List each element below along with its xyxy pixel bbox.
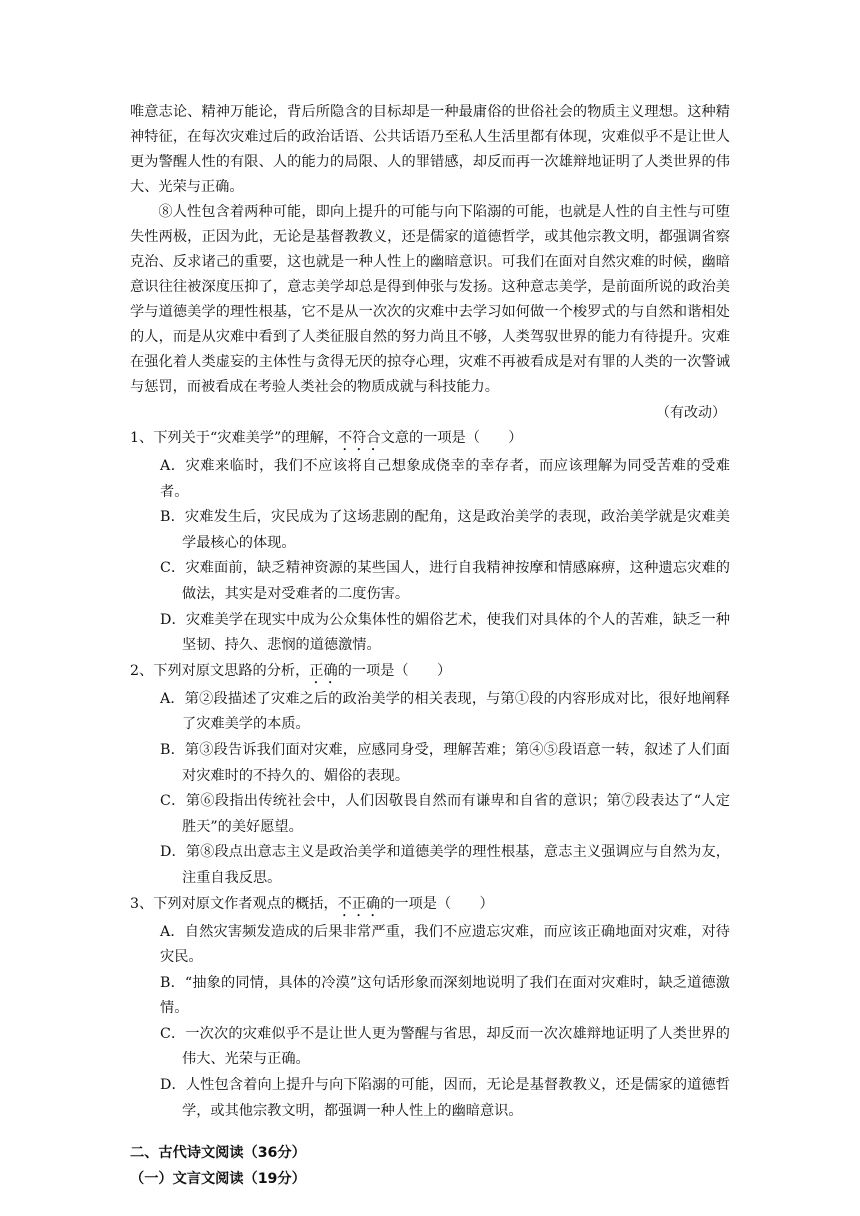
question-2-stem: 2、下列对原文思路的分析，正确的一项是（ ）	[130, 662, 452, 679]
question-3-option-b: B．“抽象的同情，具体的冷漠”这句话形象而深刻地说明了我们在面对灾难时，缺乏道德激情。	[160, 974, 730, 1017]
question-1-option-a: A．灾难来临时，我们不应该将自己想象成侥幸的幸存者，而应该理解为同受苦难的受难者。	[160, 458, 730, 500]
emphasis-dots: 正确	[309, 662, 338, 679]
subsection-heading: （一）文言文阅读（19分）	[130, 1171, 306, 1188]
question-3	[130, 892, 730, 1125]
question-1-stem: 1、下列关于“灾难美学”的理解，不符合文意的一项是（ ）	[130, 430, 523, 446]
emphasis-dots: 不正确	[337, 895, 381, 912]
question-2-option-c: C．第⑥段指出传统社会中，人们因敬畏自然而有谦卑和自省的意识；第⑦段表达了“人定胜天”的美好愿望。	[160, 793, 730, 835]
question-2-option-d: D．第⑧段点出意志主义是政治美学和道德美学的理性根基，意志主义强调应与自然为友，注重自我反思。	[160, 844, 730, 886]
question-2	[130, 659, 730, 892]
section-heading: 二、古代诗文阅读（36分）	[130, 1145, 306, 1162]
question-1-option-b: B．灾难发生后，灾民成为了这场悲剧的配角，这是政治美学的表现，政治美学就是灾难美学最核心的体现。	[160, 509, 730, 551]
passage-paragraph-8: ⑧人性包含着两种可能，即向上提升的可能与向下陷溺的可能，也就是人性的自主性与可堕失性两极，正因为此，无论是基督教教义，还是儒家的道德哲学，或其他宗教文明，都强调省察克治、反求诸己的重要，这也就是一种人性上的幽暗意识。可我们在面对自然灾难的时候，幽暗意识往往被深度压抑了，意志美学却总是得到伸张与发扬。这种意志美学，是前面所说的政治美学与道德美学的理性根基，它不是从一次次的灾难中去学习如何做一个梭罗式的与自然和谐相处的人，而是从灾难中看到了人类征服自然的努力尚且不够，人类驾驭世界的能力有待提升。灾难在强化着人类虚妄的主体性与贪得无厌的掠夺心理，灾难不再被看成是对有罪的人类的一次警诫与惩罚，而被看成在考验人类社会的物质成就与科技能力。	[130, 204, 730, 395]
question-3-option-a: A．自然灾害频发造成的后果非常严重，我们不应遗忘灾难，而应该正确地面对灾难，对待灾民。	[160, 923, 730, 966]
question-3-option-c: C．一次次的灾难似乎不是让世人更为警醒与省思，却反而一次次雄辩地证明了人类世界的伟大、光荣与正确。	[160, 1025, 730, 1068]
passage-paragraph-intro: 唯意志论、精神万能论，背后所隐含的目标却是一种最庸俗的世俗社会的物质主义理想。这种精神特征，在每次灾难过后的政治话语、公共话语乃至私人生活里都有体现，灾难似乎不是让世人更为警醒人性的有限、人的能力的局限、人的罪错感，却反而再一次雄辩地证明了人类世界的伟大、光荣与正确。	[130, 104, 730, 195]
question-2-option-a: A．第②段描述了灾难之后的政治美学的相关表现，与第①段的内容形成对比，很好地阐释了灾难美学的本质。	[160, 690, 730, 733]
question-1-option-c: C．灾难面前，缺乏精神资源的某些国人，进行自我精神按摩和情感麻痹，这种遗忘灾难的做法，其实是对受难者的二度伤害。	[160, 560, 730, 602]
question-3-option-d: D．人性包含着向上提升与向下陷溺的可能，因而，无论是基督教教义，还是儒家的道德哲学，或其他宗教文明，都强调一种人性上的幽暗意识。	[160, 1077, 730, 1119]
question-2-option-b: B．第③段告诉我们面对灾难，应感同身受，理解苦难；第④⑤段语意一转，叙述了人们面对灾难时的不持久的、媚俗的表现。	[160, 741, 730, 784]
source-note: （有改动）	[656, 405, 726, 421]
question-3-stem: 3、下列对原文作者观点的概括，不正确的一项是（ ）	[130, 895, 494, 912]
emphasis-dots: 不符合	[337, 430, 381, 446]
question-1	[130, 426, 730, 659]
exam-page	[130, 100, 730, 1192]
question-1-option-d: D．灾难美学在现实中成为公众集体性的媚俗艺术，使我们对具体的个人的苦难，缺乏一种坚韧、持久、悲悯的道德激情。	[160, 611, 730, 654]
